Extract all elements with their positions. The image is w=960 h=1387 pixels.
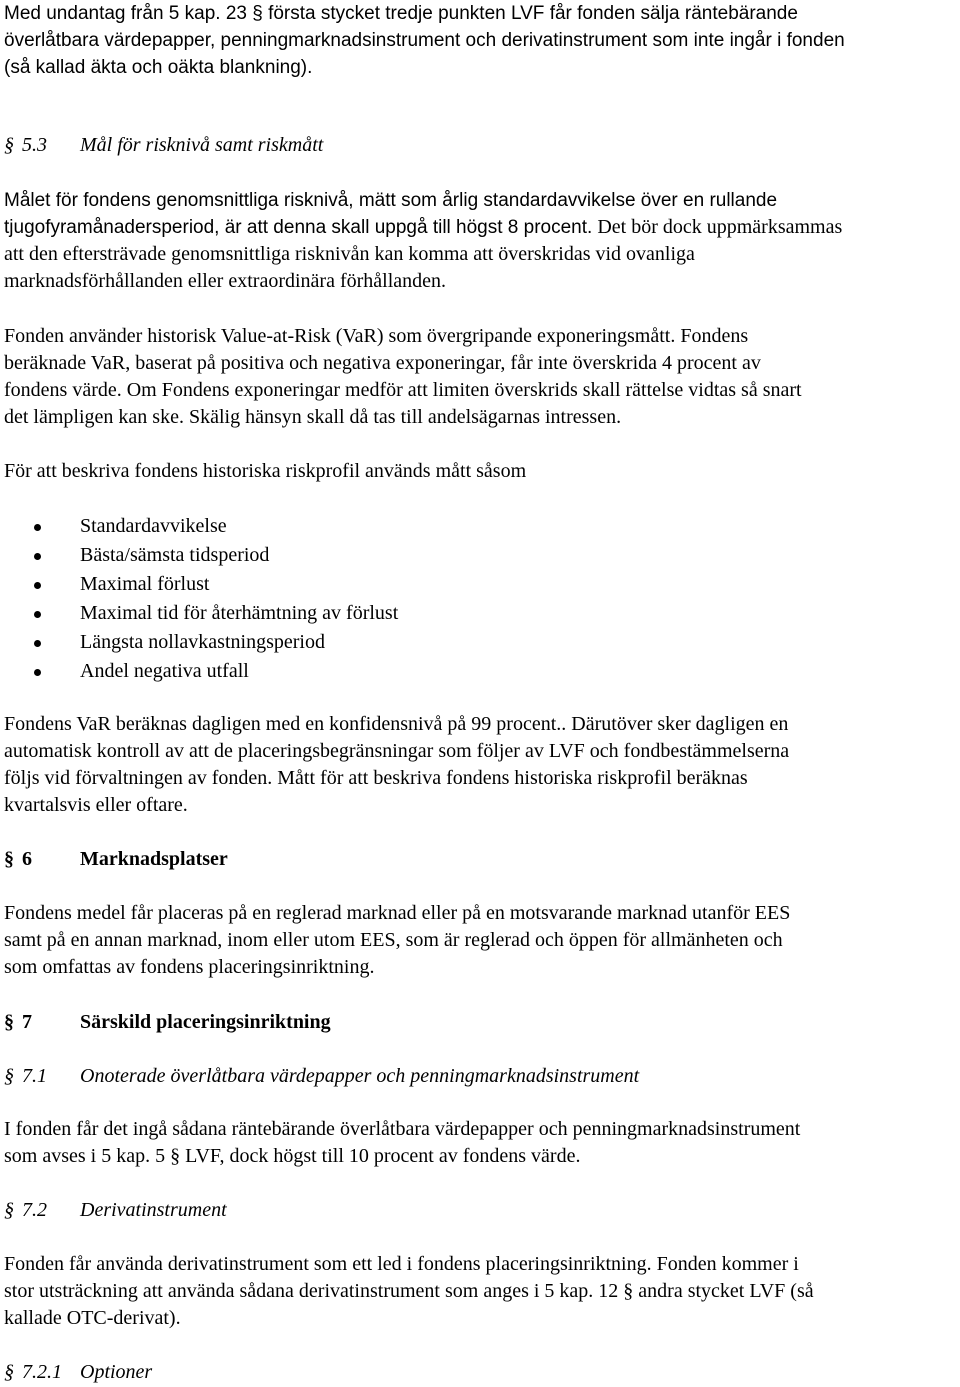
section-title: Marknadsplatser	[80, 848, 228, 870]
bullet-icon	[34, 611, 41, 618]
paragraph-sign: §	[4, 1361, 14, 1383]
risk-line-2-tail: Det bör dock uppmärksammas	[592, 216, 843, 238]
risk-line-2: tjugofyramånadersperiod, är att denna skall uppgå till högst 8 procent. Det bör dock uppmärksammas	[4, 216, 843, 238]
section-title: Derivatinstrument	[80, 1199, 227, 1221]
deriv-line-3: kallade OTC-derivat).	[4, 1307, 181, 1329]
paragraph-sign: §	[4, 1199, 14, 1221]
paragraph-sign: §	[4, 1011, 14, 1033]
bullet-icon	[34, 582, 41, 589]
section-heading-7-2-1	[4, 1359, 152, 1386]
unlisted-line-2: som avses i 5 kap. 5 § LVF, dock högst till 10 procent av fondens värde.	[4, 1145, 581, 1167]
section-title: Optioner	[80, 1361, 153, 1383]
section-heading-7-2	[4, 1197, 227, 1224]
section-number: 7	[22, 1011, 32, 1033]
markets-line-2: samt på en annan marknad, inom eller utom EES, som är reglerad och öppen för allmänheten och	[4, 929, 783, 951]
section-number: 7.1	[22, 1065, 47, 1087]
var-line-3: fondens värde. Om Fondens exponeringar medför att limiten överskrids skall rättelse vidtas så snart	[4, 379, 802, 401]
list-item: Längsta nollavkastningsperiod	[0, 628, 960, 657]
bullet-icon	[34, 640, 41, 647]
markets-line-3: som omfattas av fondens placeringsinriktning.	[4, 956, 375, 978]
calc-line-1: Fondens VaR beräknas dagligen med en konfidensnivå på 99 procent.. Därutöver sker dagligen en	[4, 713, 789, 735]
calc-line-2: automatisk kontroll av att de placeringsbegränsningar som följer av LVF och fondbestämmelserna	[4, 740, 790, 762]
section-heading-7	[4, 1009, 331, 1036]
section-title: Onoterade överlåtbara värdepapper och penningmarknadsinstrument	[80, 1065, 640, 1087]
section-heading-5-3	[4, 132, 323, 159]
risk-line-3: att den eftersträvade genomsnittliga risknivån kan komma att överskridas vid ovanliga	[4, 243, 695, 265]
profile-intro-line: För att beskriva fondens historiska riskprofil används mått såsom	[4, 460, 527, 482]
section-heading-7-1	[4, 1063, 639, 1090]
list-item: Bästa/sämsta tidsperiod	[0, 541, 960, 570]
list-item: Maximal tid för återhämtning av förlust	[0, 599, 960, 628]
deriv-line-1: Fonden får använda derivatinstrument som ett led i fondens placeringsinriktning. Fonden kommer i	[4, 1253, 799, 1275]
var-line-2: beräknade VaR, baserat på positiva och negativa exponeringar, får inte överskrida 4 procent av	[4, 352, 761, 374]
var-line-1: Fonden använder historisk Value-at-Risk (VaR) som övergripande exponeringsmått. Fondens	[4, 325, 749, 347]
section-number: 5.3	[22, 134, 47, 156]
section-number: 6	[22, 848, 32, 870]
calc-line-4: kvartalsvis eller oftare.	[4, 794, 188, 816]
section-title: Särskild placeringsinriktning	[80, 1011, 331, 1033]
bullet-icon	[34, 669, 41, 676]
paragraph-sign: §	[4, 1065, 14, 1087]
paragraph-sign: §	[4, 848, 14, 870]
intro-line-3: (så kallad äkta och oäkta blankning).	[4, 57, 313, 78]
markets-line-1: Fondens medel får placeras på en reglerad marknad eller på en motsvarande marknad utanför EES	[4, 902, 791, 924]
risk-line-1: Målet för fondens genomsnittliga risknivå, mätt som årlig standardavvikelse över en rullande	[4, 190, 778, 211]
list-item: Andel negativa utfall	[0, 657, 960, 686]
paragraph-sign: §	[4, 134, 14, 156]
intro-line-1: Med undantag från 5 kap. 23 § första stycket tredje punkten LVF får fonden sälja räntebärande	[4, 3, 798, 24]
bullet-icon	[34, 524, 41, 531]
section-number: 7.2	[22, 1199, 47, 1221]
list-item: Standardavvikelse	[0, 512, 960, 541]
unlisted-line-1: I fonden får det ingå sådana räntebärande överlåtbara värdepapper och penningmarknadsinstrument	[4, 1118, 801, 1140]
intro-line-2: överlåtbara värdepapper, penningmarknadsinstrument och derivatinstrument som inte ingår i fonden	[4, 30, 845, 51]
section-number: 7.2.1	[22, 1361, 62, 1383]
section-title: Mål för risknivå samt riskmått	[80, 134, 324, 156]
var-line-4: det lämpligen kan ske. Skälig hänsyn skall då tas till andelsägarnas intressen.	[4, 406, 622, 428]
calc-line-3: följs vid förvaltningen av fonden. Mått för att beskriva fondens historiska riskprofil beräknas	[4, 767, 748, 789]
risk-line-4: marknadsförhållanden eller extraordinära förhållanden.	[4, 270, 447, 292]
section-heading-6	[4, 846, 228, 873]
bullet-icon	[34, 553, 41, 560]
deriv-line-2: stor utsträckning att använda sådana derivatinstrument som anges i 5 kap. 12 § andra stycket LVF (så	[4, 1280, 814, 1302]
list-item: Maximal förlust	[0, 570, 960, 599]
